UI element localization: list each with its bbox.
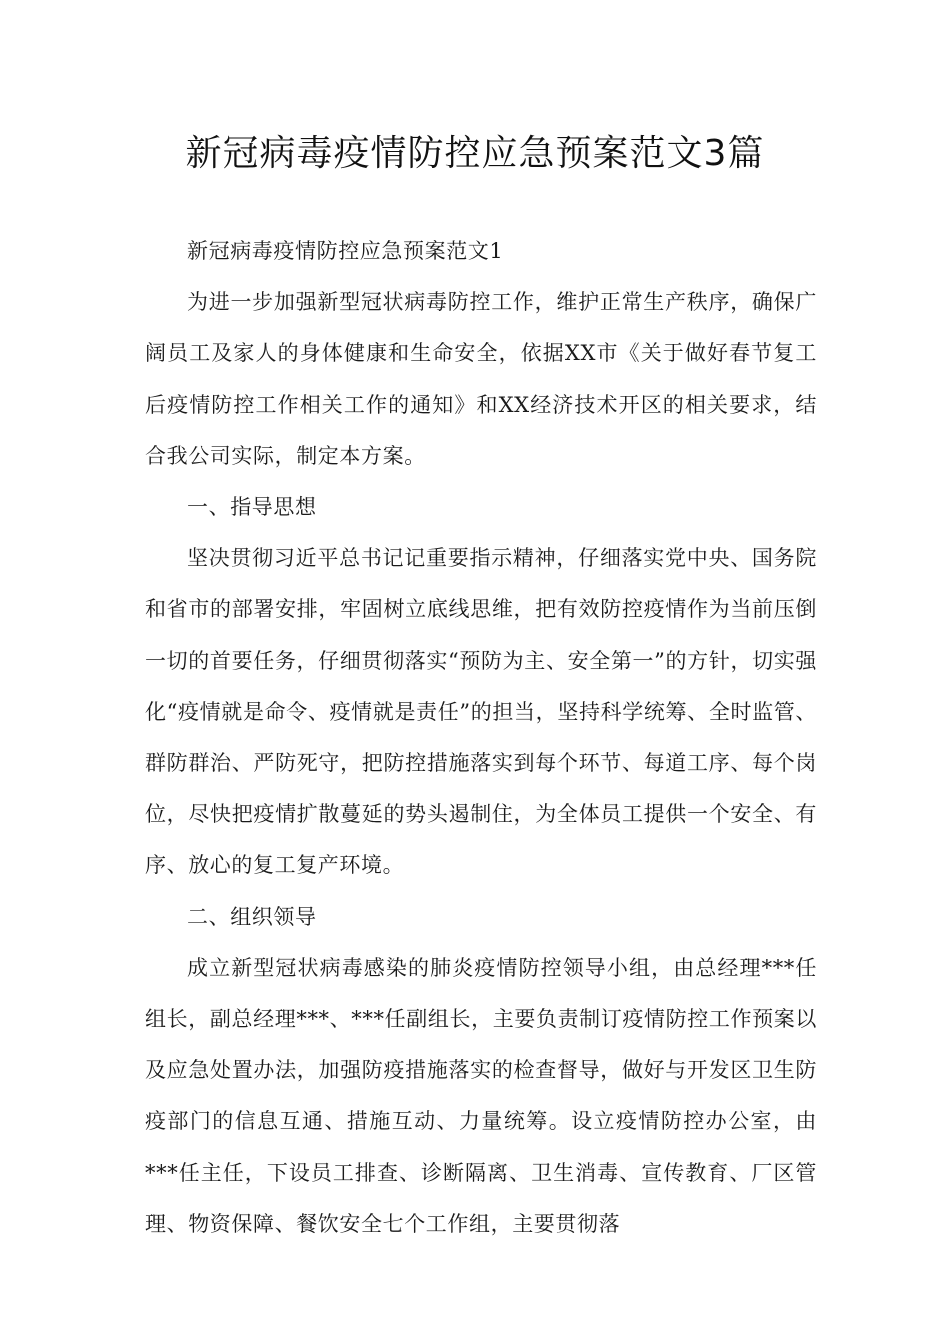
document-title: 新冠病毒疫情防控应急预案范文3篇 <box>185 133 765 174</box>
section-subtitle: 新冠病毒疫情防控应急预案范文1 <box>187 239 504 263</box>
organization-paragraph: 成立新型冠状病毒感染的肺炎疫情防控领导小组，由总经理***任组长，副总经理***、***任副组长，主要负责制订疫情防控工作预案以及应急处置办法，加强防疫措施落实的检查督导，做好与开发区卫生防疫部门的信息互通、措施互动、力量统筹。设立疫情防控办公室，由***任主任，下设员工排查、诊断隔离、卫生消毒、宣传教育、厂区管理、物资保障、餐饮安全七个工作组，主要贯彻落 <box>145 955 817 1236</box>
document-body <box>145 226 817 1250</box>
heading-organization: 二、组织领导 <box>187 904 317 929</box>
intro-paragraph: 为进一步加强新型冠状病毒防控工作，维护正常生产秩序，确保广阔员工及家人的身体健康和生命安全，依据XX市《关于做好春节复工后疫情防控工作相关工作的通知》和XX经济技术开区的相关要求，结合我公司实际，制定本方案。 <box>145 290 817 468</box>
guiding-ideology-paragraph: 坚决贯彻习近平总书记记重要指示精神，仔细落实党中央、国务院和省市的部署安排，牢固树立底线思维，把有效防控疫情作为当前压倒一切的首要任务，仔细贯彻落实“预防为主、安全第一”的方针，切实强化“疫情就是命令、疫情就是责任”的担当，坚持科学统筹、全时监管、群防群治、严防死守，把防控措施落实到每个环节、每道工序、每个岗位，尽快把疫情扩散蔓延的势头遏制住，为全体员工提供一个安全、有序、放心的复工复产环境。 <box>145 546 817 878</box>
heading-guiding-ideology: 一、指导思想 <box>187 495 317 520</box>
